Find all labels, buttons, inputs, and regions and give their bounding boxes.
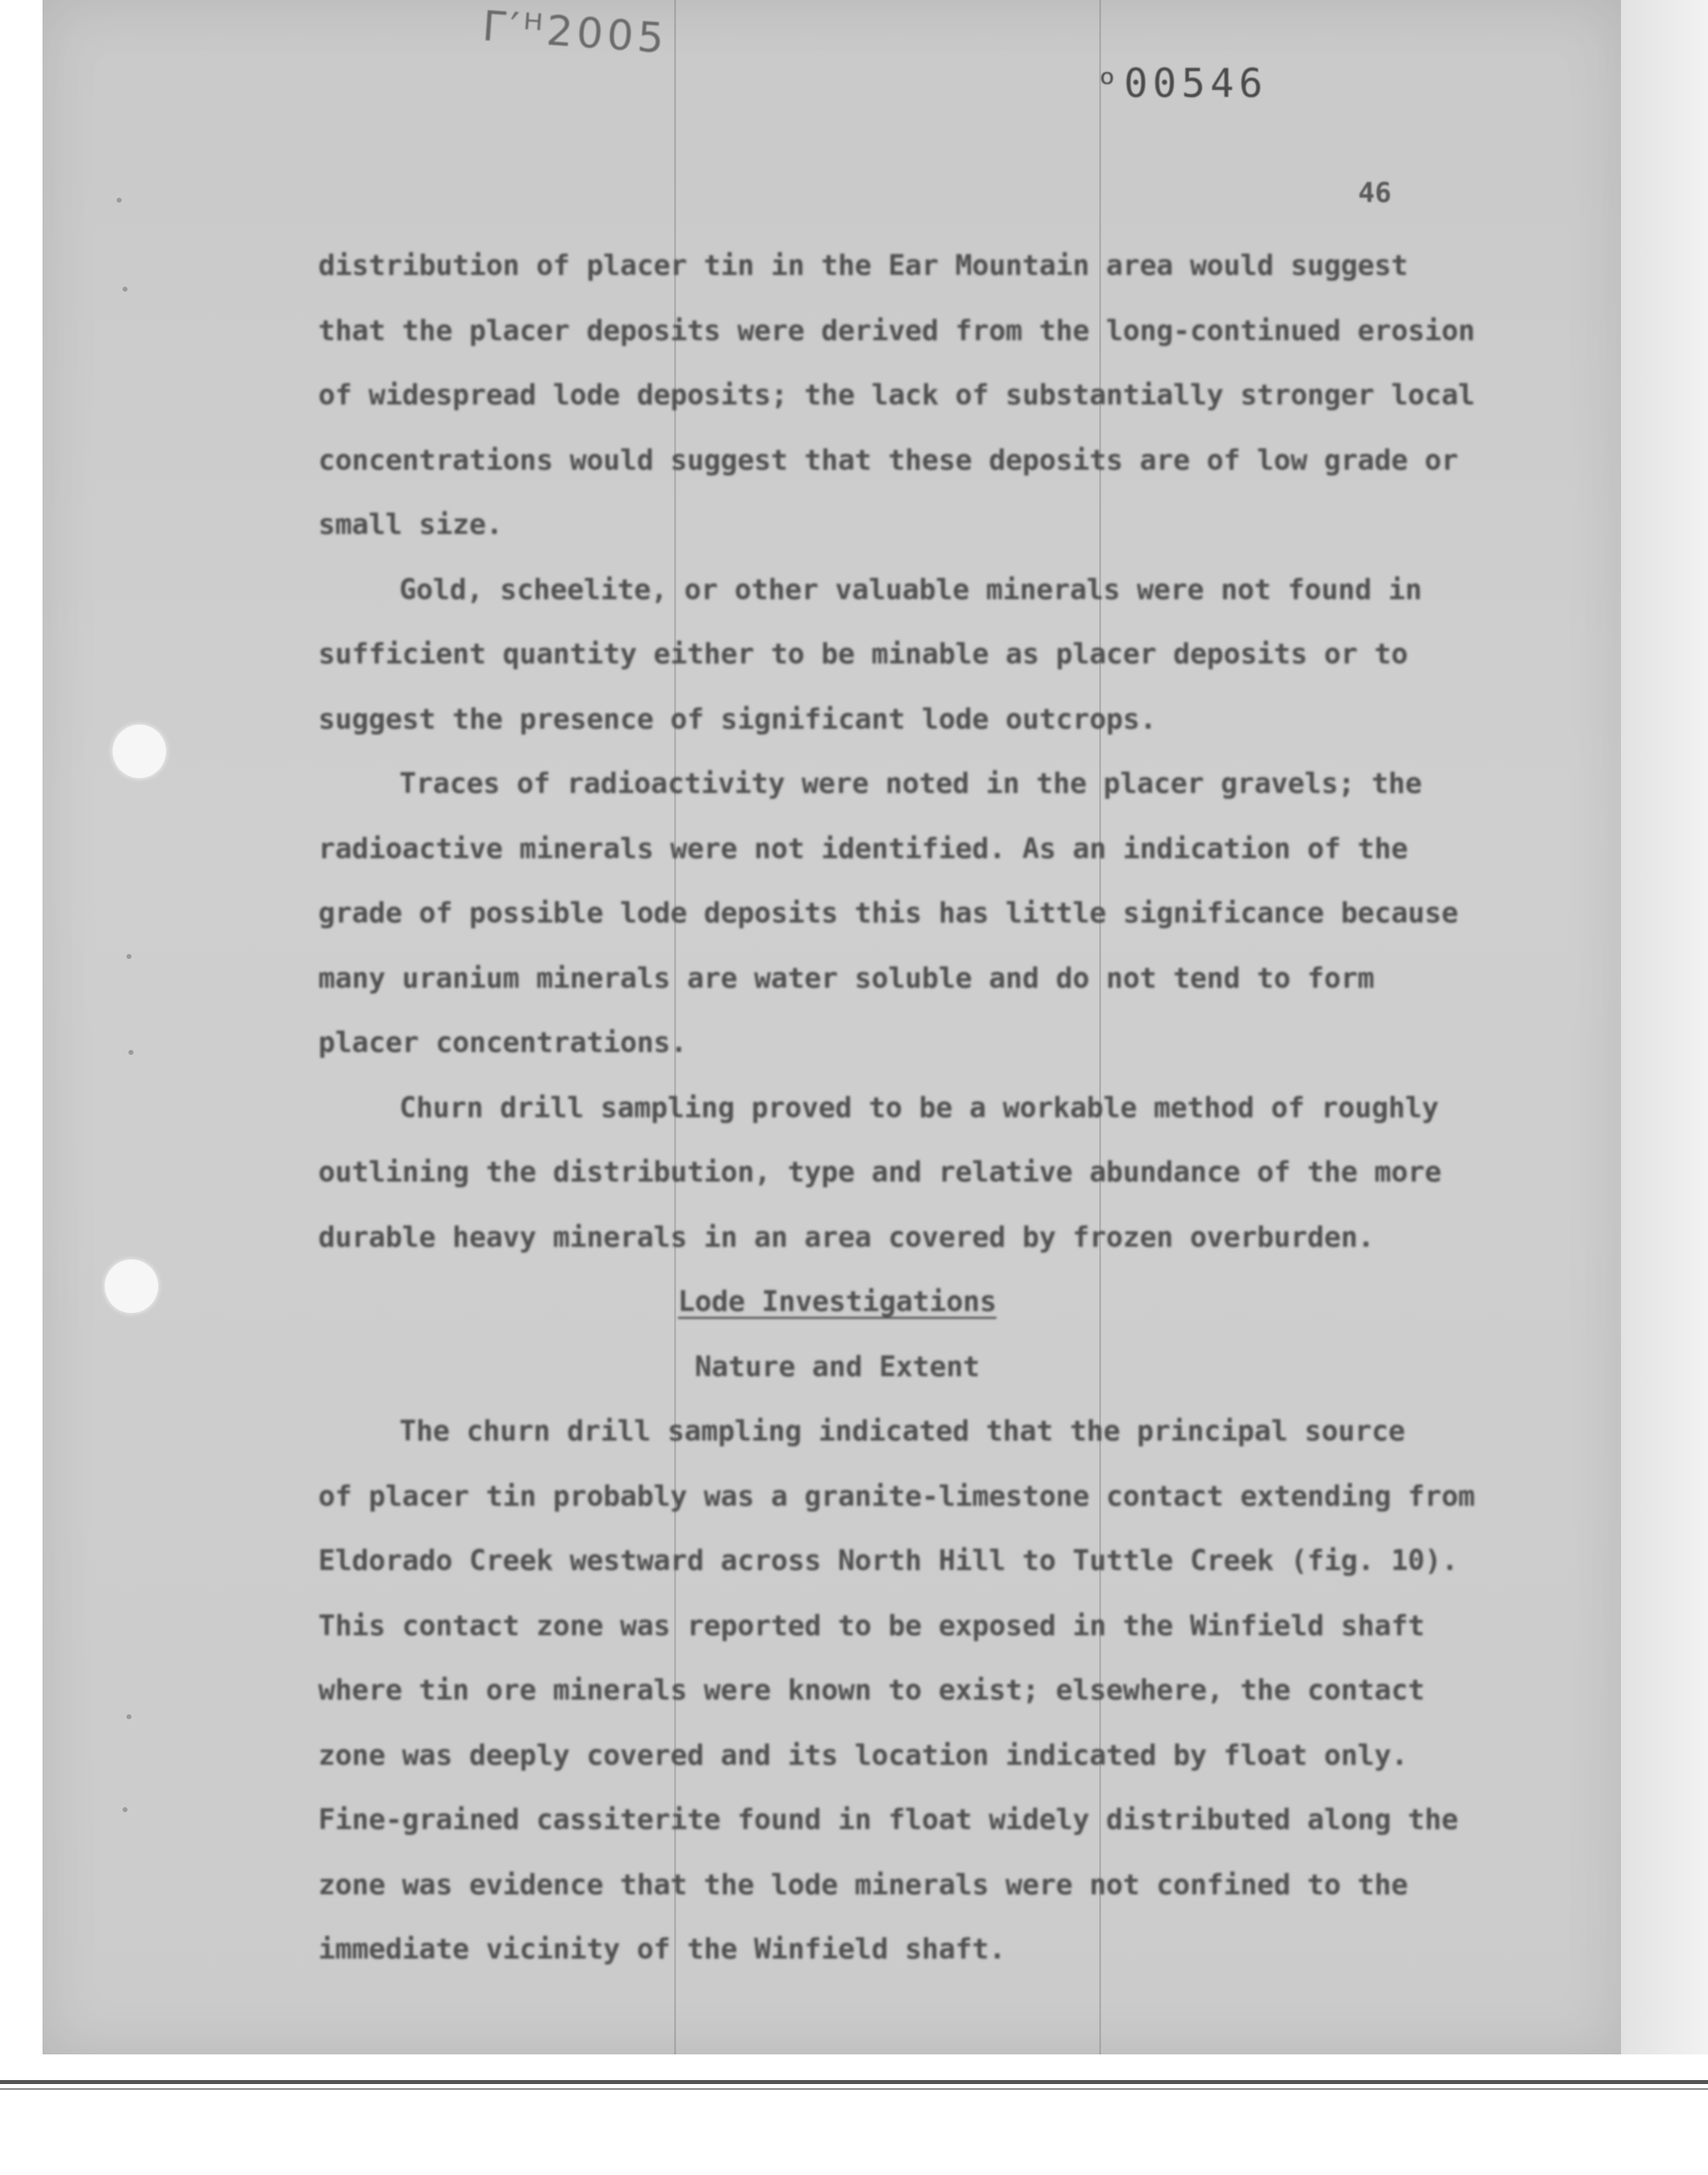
text-line: Gold, scheelite, or other valuable minerals were not found in xyxy=(399,572,1422,606)
text-line: durable heavy minerals in an area covered by frozen overburden. xyxy=(318,1220,1375,1254)
text-line: small size. xyxy=(318,508,503,541)
handwritten-mark: Γ′ᴴ2005 xyxy=(480,1,670,63)
dust-speck xyxy=(128,1050,133,1055)
dust-speck xyxy=(117,198,122,203)
body-text xyxy=(318,233,1476,1982)
dust-speck xyxy=(123,1807,128,1812)
text-line: zone was deeply covered and its location indicated by float only. xyxy=(318,1738,1409,1772)
subsection-heading: Nature and Extent xyxy=(694,1349,981,1383)
section-heading-text: Lode Investigations xyxy=(677,1285,997,1318)
text-line: distribution of placer tin in the Ear Mountain area would suggest xyxy=(318,249,1409,282)
text-line: zone was evidence that the lode minerals were not confined to the xyxy=(318,1868,1409,1901)
text-line: sufficient quantity either to be minable as placer deposits or to xyxy=(318,638,1409,670)
text-line: Eldorado Creek westward across North Hill to Tuttle Creek (fig. 10). xyxy=(318,1544,1459,1577)
text-line: placer concentrations. xyxy=(318,1026,688,1059)
text-line: outlining the distribution, type and relative abundance of the more xyxy=(318,1156,1442,1188)
text-line: The churn drill sampling indicated that the principal source xyxy=(399,1415,1406,1447)
dust-speck xyxy=(127,1714,131,1719)
section-heading xyxy=(318,1269,1465,1335)
text-line: of widespread lode deposits; the lack of substantially stronger local xyxy=(318,379,1476,411)
text-line: concentrations would suggest that these deposits are of low grade or xyxy=(318,443,1459,477)
text-line: grade of possible lode deposits this has little significance because xyxy=(318,897,1459,929)
text-line: that the placer deposits were derived from the long-continued erosion xyxy=(318,313,1476,347)
text-line: This contact zone was reported to be exposed in the Winfield shaft xyxy=(318,1609,1425,1642)
document-number: ᵒ00546 xyxy=(1095,61,1268,107)
text-line: suggest the presence of significant lode outcrops. xyxy=(318,702,1156,736)
text-line: radioactive minerals were not identified. As an indication of the xyxy=(318,831,1409,865)
scan-bottom-edge xyxy=(0,2088,1708,2090)
dust-speck xyxy=(127,954,131,959)
text-line: many uranium minerals are water soluble and do not tend to form xyxy=(318,961,1375,995)
text-line: Fine-grained cassiterite found in float widely distributed along the xyxy=(318,1803,1459,1836)
text-line: immediate vicinity of the Winfield shaft. xyxy=(318,1933,1006,1965)
scan-margin xyxy=(1621,0,1708,2054)
dust-speck xyxy=(123,287,128,292)
text-line: where tin ore minerals were known to exist; elsewhere, the contact xyxy=(318,1674,1425,1706)
page-number: 46 xyxy=(1358,176,1392,209)
punch-hole xyxy=(105,1260,158,1313)
text-line: Traces of radioactivity were noted in the placer gravels; the xyxy=(399,767,1422,800)
text-line: of placer tin probably was a granite-limestone contact extending from xyxy=(318,1479,1476,1513)
scan-bottom-edge xyxy=(0,2080,1708,2084)
punch-hole xyxy=(113,725,166,778)
text-line: Churn drill sampling proved to be a workable method of roughly xyxy=(399,1090,1439,1124)
